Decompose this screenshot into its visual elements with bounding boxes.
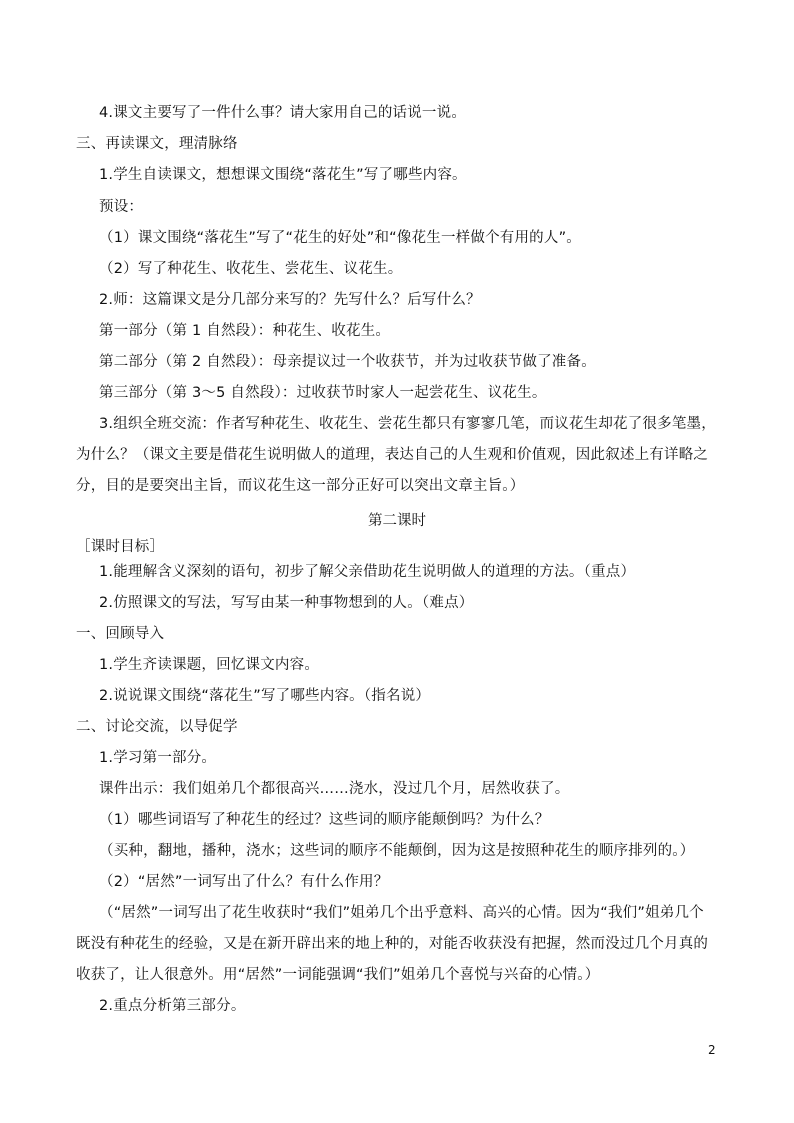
text-line: 1.学习第一部分。 [99,750,217,766]
text-line: （买种，翻地，播种，浇水；这些词的顺序不能颠倒，因为这是按照种花生的顺序排列的。） [99,843,695,859]
text-line: （2）写了种花生、收花生、尝花生、议花生。 [99,261,403,277]
text-paragraph: 3.组织全班交流：作者写种花生、收花生、尝花生都只有寥寥几笔，而议花生却花了很多笔墨，为什么？（课文主要是借花生说明做人的道理，表达自己的人生观和价值观，因此叙述上有详略之分，目的是要突出主旨，而议花生这一部分正好可以突出文章主旨。） [76,416,716,494]
text-line: （1）课文围绕“落花生”写了“花生的好处”和“像花生一样做个有用的人”。 [99,230,581,246]
text-paragraph: （“居然”一词写出了花生收获时“我们”姐弟几个出乎意料、高兴的心情。因为“我们”姐弟几个既没有种花生的经验，又是在新开辟出来的地上种的，对能否收获没有把握，然而没过几个月真的收获了，让人很意外。用“居然”一词能强调“我们”姐弟几个喜悦与兴奋的心情。） [76,905,709,983]
text-line: 1.能理解含义深刻的语句，初步了解父亲借助花生说明做人的道理的方法。（重点） [99,564,636,580]
text-line: 课件出示：我们姐弟几个都很高兴……浇水，没过几个月，居然收获了。 [99,781,570,797]
text-line: 4.课文主要写了一件什么事？请大家用自己的话说一说。 [99,105,467,121]
section-heading: 一、回顾导入 [76,626,165,642]
text-line: 第三部分（第 3～5 自然段）：过收获节时家人一起尝花生、议花生。 [99,385,547,401]
text-line: 第一部分（第 1 自然段）：种花生、收花生。 [99,323,391,339]
lesson-title: 第二课时 [368,513,426,529]
text-line: 预设： [99,199,144,215]
text-line: （1）哪些词语写了种花生的经过？这些词的顺序能颠倒吗？为什么？ [99,812,550,828]
text-line: （2）“居然”一词写出了什么？有什么作用？ [99,874,389,890]
section-heading: 三、再读课文，理清脉络 [76,136,238,152]
text-line: 2.师：这篇课文是分几部分来写的？先写什么？后写什么？ [99,292,481,308]
text-line: 2.说说课文围绕“落花生”写了哪些内容。（指名说） [99,688,431,704]
text-line: 2.仿照课文的写法，写写由某一种事物想到的人。（难点） [99,595,474,611]
text-line: 1.学生齐读课题，回忆课文内容。 [99,657,320,673]
section-heading: 二、讨论交流，以导促学 [76,719,238,735]
text-line: 1.学生自读课文，想想课文围绕“落花生”写了哪些内容。 [99,167,467,183]
text-line: 2.重点分析第三部分。 [99,998,246,1014]
page-number: 2 [708,1043,716,1057]
text-line: 第二部分（第 2 自然段）：母亲提议过一个收获节，并为过收获节做了准备。 [99,354,596,370]
section-label: ［课时目标］ [76,539,165,555]
